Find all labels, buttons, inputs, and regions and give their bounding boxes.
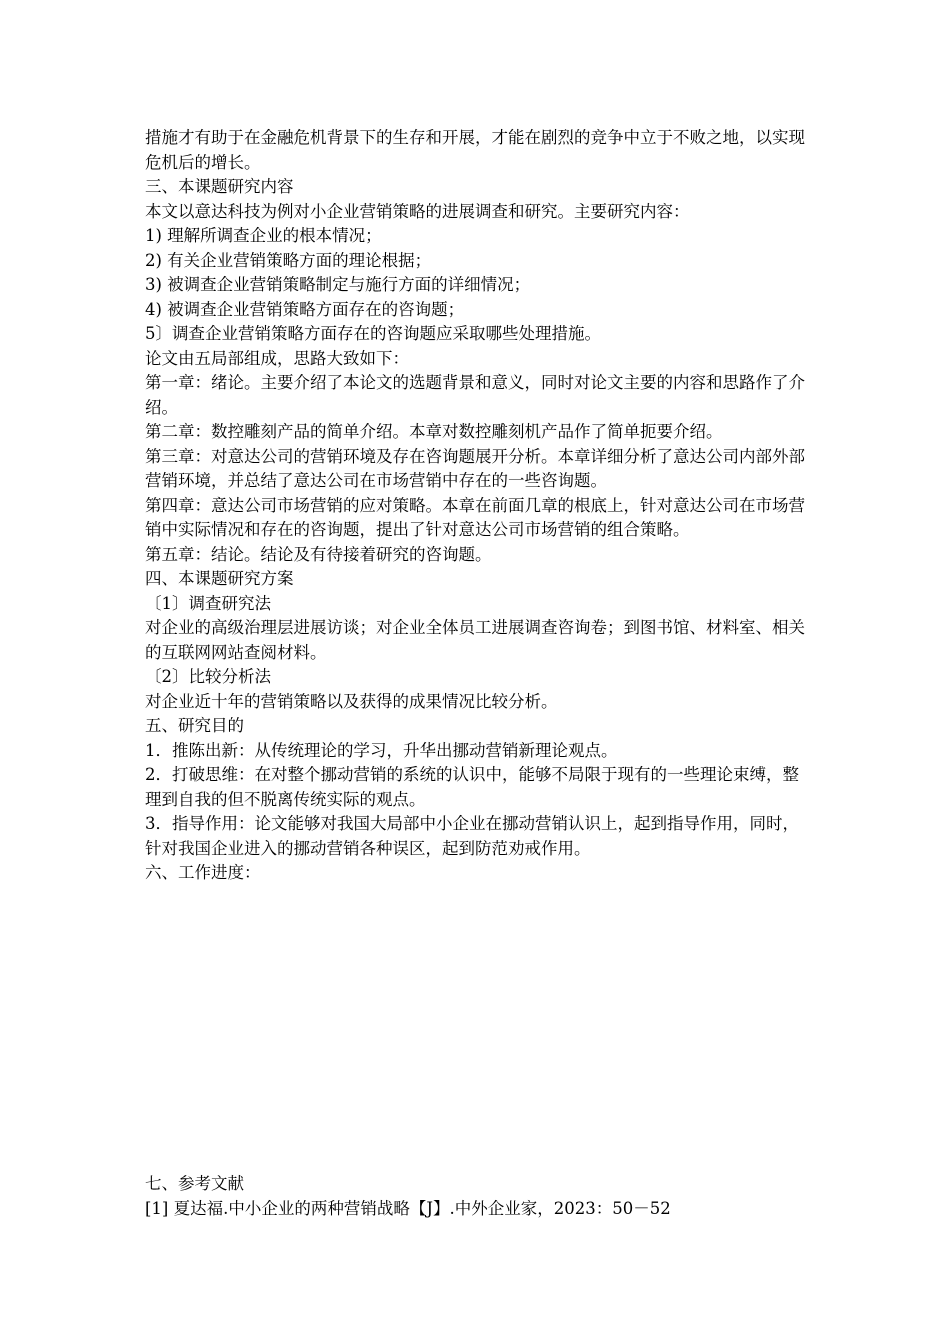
list-item: 1) 理解所调查企业的根本情况；	[145, 226, 382, 245]
chapter-item: 第二章：数控雕刻产品的简单介绍。本章对数控雕刻机产品作了简单扼要介绍。	[145, 422, 723, 441]
list-item: 4) 被调查企业营销策略方面存在的咨询题；	[145, 299, 465, 319]
chapter-item: 第一章：绪论。主要介绍了本论文的选题背景和意义，同时对论文主要的内容和思路作了介绍。	[145, 373, 805, 417]
chapter-item: 第五章：结论。结论及有待接着研究的咨询题。	[145, 544, 492, 564]
list-item: 2) 有关企业营销策略方面的理论根据；	[145, 250, 432, 270]
chapter-item: 第三章：对意达公司的营销环境及存在咨询题展开分析。本章详细分析了意达公司内部外部营销环境，并总结了意达公司在市场营销中存在的一些咨询题。	[145, 446, 805, 490]
goal-item: 2．打破思维：在对整个挪动营销的系统的认识中，能够不局限于现有的一些理论束缚，整理到自我的但不脱离传统实际的观点。	[145, 765, 799, 809]
section-heading-4: 四、本课题研究方案	[145, 569, 294, 588]
section-heading-7: 七、参考文献	[145, 1174, 244, 1193]
body-text	[145, 126, 810, 886]
chapter-item: 第四章：意达公司市场营销的应对策略。本章在前面几章的根底上，针对意达公司在市场营销中实际情况和存在的咨询题，提出了针对意达公司市场营销的组合策略。	[145, 495, 805, 539]
paragraph: 措施才有助于在金融危机背景下的生存和开展，才能在剧烈的竞争中立于不败之地，以实现危机后的增长。	[145, 128, 805, 172]
method-text: 对企业的高级治理层进展访谈；对企业全体员工进展调查咨询卷；到图书馆、材料室、相关的互联网网站查阅材料。	[145, 618, 805, 662]
goal-item: 1．推陈出新：从传统理论的学习，升华出挪动营销新理论观点。	[145, 740, 618, 760]
reference-item: [1] 夏达福.中小企业的两种营销战略【J】.中外企业家，2023：50－52	[145, 1198, 671, 1218]
goal-item: 3．指导作用：论文能够对我国大局部中小企业在挪动营销认识上，起到指导作用，同时，针对我国企业进入的挪动营销各种误区，起到防范劝戒作用。	[145, 814, 799, 858]
method-title: 〔2〕比较分析法	[145, 667, 271, 686]
paragraph: 本文以意达科技为例对小企业营销策略的进展调查和研究。主要研究内容：	[145, 201, 690, 221]
paragraph: 论文由五局部组成，思路大致如下：	[145, 348, 409, 368]
section-heading-3: 三、本课题研究内容	[145, 177, 294, 196]
list-item: 3) 被调查企业营销策略制定与施行方面的详细情况；	[145, 275, 531, 294]
list-item: 5〕调查企业营销策略方面存在的咨询题应采取哪些处理措施。	[145, 324, 601, 343]
section-heading-5: 五、研究目的	[145, 716, 244, 735]
method-title: 〔1〕调查研究法	[145, 593, 271, 613]
section-heading-6: 六、工作进度：	[145, 863, 261, 882]
method-text: 对企业近十年的营销策略以及获得的成果情况比较分析。	[145, 691, 558, 711]
references-section	[145, 1172, 810, 1221]
